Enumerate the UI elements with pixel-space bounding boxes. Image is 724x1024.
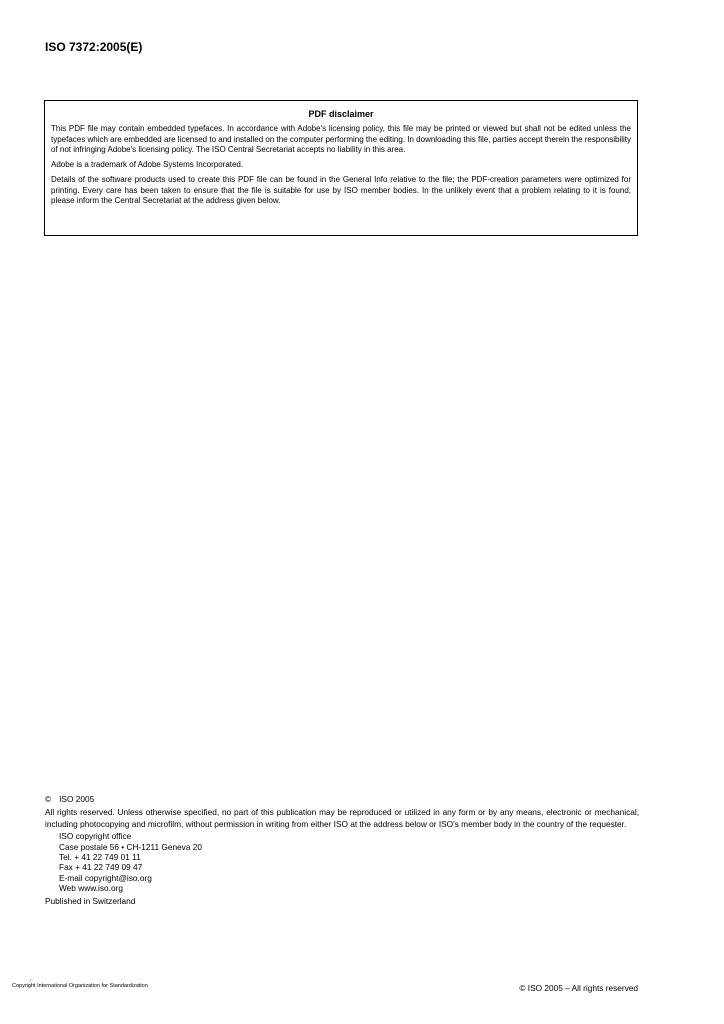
copyright-symbol: © bbox=[45, 794, 52, 804]
address-line-tel: Tel. + 41 22 749 01 11 bbox=[59, 852, 141, 863]
disclaimer-title: PDF disclaimer bbox=[308, 109, 374, 119]
rights-reserved-text: All rights reserved. Unless otherwise specified, no part of this publication may be reproduced or utilized in any form or by any means, electronic or mechanical, including photocopying and microfilm, without permission in writing from either ISO at the address below or ISO's member body in the country of the requester. bbox=[45, 807, 639, 829]
copyright-year: ISO 2005 bbox=[59, 794, 95, 804]
address-line-postal: Case postale 56 • CH-1211 Geneva 20 bbox=[59, 841, 202, 852]
pdf-disclaimer-box bbox=[44, 100, 638, 236]
address-line-fax: Fax + 41 22 749 09 47 bbox=[59, 862, 143, 873]
footer-copyright-watermark bbox=[12, 979, 148, 990]
copyright-notice bbox=[45, 794, 639, 805]
watermark-dots: :: bbox=[30, 978, 33, 984]
disclaimer-paragraph-software-details: Details of the software products used to create this PDF file can be found in the General Info relative to the file; the PDF-creation parameters were optimized for printing. Every care has been taken to ensure that the file is suitable for use by ISO member bodies. In the unlikely event that a problem relating to it is found, please inform the Central Secretariat at the address given below. bbox=[51, 174, 631, 206]
disclaimer-paragraph-adobe-trademark: Adobe is a trademark of Adobe Systems Incorporated. bbox=[51, 160, 244, 170]
address-line-office: ISO copyright office bbox=[59, 831, 132, 842]
footer-rights-reserved: © ISO 2005 – All rights reserved bbox=[519, 983, 638, 993]
iso-copyright-office-address bbox=[59, 831, 639, 893]
address-line-email: E-mail copyright@iso.org bbox=[59, 872, 152, 883]
published-in-text: Published in Switzerland bbox=[45, 895, 136, 906]
document-id: ISO 7372:2005(E) bbox=[45, 40, 143, 54]
copyright-block bbox=[45, 794, 639, 907]
footer-left-text: Copyright International Organization for Standardization bbox=[12, 983, 148, 989]
disclaimer-paragraph-typefaces: This PDF file may contain embedded typefaces. In accordance with Adobe's licensing policy, this file may be printed or viewed but shall not be edited unless the typefaces which are embedded are licensed to and installed on the computer performing the editing. In downloading this file, parties accept therein the responsibility of not infringing Adobe's licensing policy. The ISO Central Secretariat accepts no liability in this area. bbox=[51, 124, 631, 155]
address-line-web: Web www.iso.org bbox=[59, 883, 123, 894]
